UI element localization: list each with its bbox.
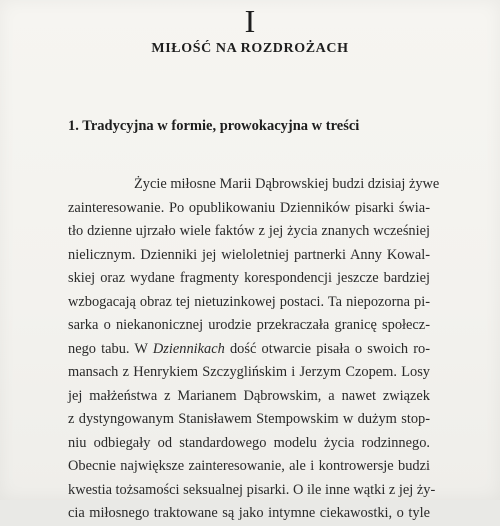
text-line: Obecnie największe zainteresowanie, ale i kontrowersje budzi	[68, 458, 430, 474]
text-line: jej małżeństwa z Marianem Dąbrowskim, a nawet związek	[68, 387, 430, 404]
italic-title: Dziennikach	[152, 340, 225, 357]
text-line: nielicznym. Dzienniki jej wieloletniej partnerki Anny Kowal-	[68, 246, 430, 263]
text-segment: dość otwarcie pisała o swoich ro-	[229, 340, 430, 357]
text-line-mixed	[68, 338, 430, 362]
text-line: cia miłosnego traktowane są jako intymne ciekawostki, o tyle	[68, 505, 430, 521]
text-line: tło dzienne ujrzało wiele faktów z jej życia znanych wcześniej	[68, 223, 430, 239]
chapter-title: MIŁOŚĆ NA ROZDROŻACH	[151, 41, 349, 56]
text-line: skiej oraz wydane fragmenty korespondencji jeszcze bardziej	[68, 270, 430, 286]
text-line: niu odbiegały od standardowego modelu życia rodzinnego.	[68, 434, 430, 451]
text-line: mansach z Henrykiem Szczyglińskim i Jerzym Czopem. Losy	[68, 364, 430, 380]
section-heading: 1. Tradycyjna w formie, prowokacyjna w treści	[68, 118, 360, 134]
text-line: sarka o niekanonicznej urodzie przekraczała granicę społecz-	[68, 317, 430, 333]
text-line: wzbogacają obraz tej nietuzinkowej postaci. Ta niepozorna pi-	[68, 293, 430, 310]
text-line: kwestia tożsamości seksualnej pisarki. O ile inne wątki z jej ży-	[68, 481, 436, 498]
body-paragraph	[68, 173, 440, 526]
chapter-number: I	[244, 3, 256, 39]
text-line: zainteresowanie. Po opublikowaniu Dzienników pisarki świa-	[68, 199, 430, 216]
text-line: z dystyngowanym Stanisławem Stempowskim w dużym stop-	[68, 411, 430, 427]
text-line: Życie miłosne Marii Dąbrowskiej budzi dzisiaj żywe	[134, 176, 440, 192]
text-segment: nego tabu. W	[68, 340, 148, 357]
